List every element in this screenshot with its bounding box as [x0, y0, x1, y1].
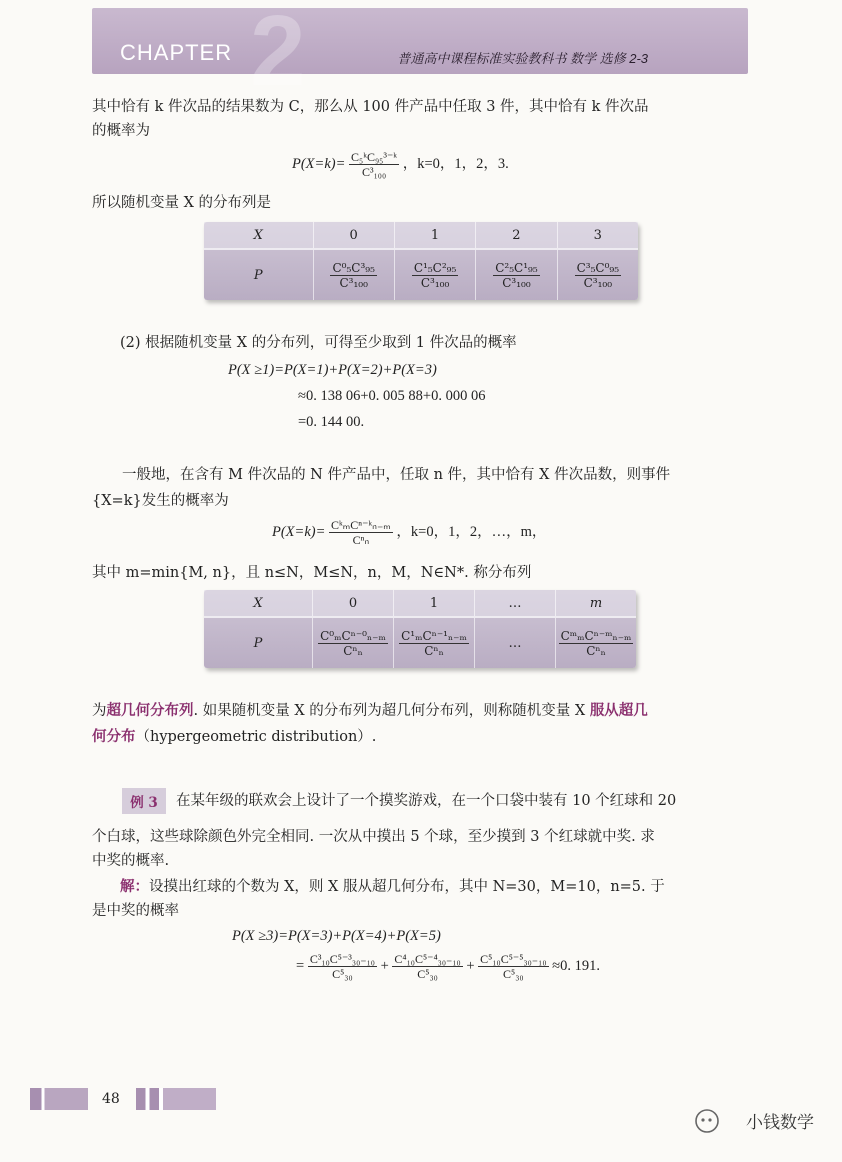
fraction — [559, 629, 634, 658]
solution-line-1 — [120, 876, 665, 898]
equation-4b: = $\frac{\text{C³₁₀C⁵⁻³₃₀₋₁₀}}{\text{C⁵₃₀}}$ + $\frac{\text{C⁴₁₀C⁵⁻⁴₃₀₋₁₀}}{\text{C⁵₃₀}}$ + $\frac{\text{C⁵₁₀C⁵⁻⁵₃₀₋₁₀}}{\text{C⁵₃₀}}$ ≈0. 191. — [296, 952, 600, 981]
equation-3 — [272, 518, 546, 547]
text-line-1 — [92, 96, 649, 118]
fraction — [330, 261, 376, 290]
fraction — [349, 150, 399, 179]
distribution-table-2 — [204, 590, 636, 668]
frac-den: Cⁿₙ — [343, 643, 363, 658]
text-line-8 — [92, 700, 648, 722]
table-cell — [394, 250, 475, 300]
frac-num: C²₅C¹₉₅ — [495, 260, 538, 275]
equation-2c: =0. 144 00. — [298, 414, 365, 430]
eq-rhs: ，k=0，1，2，3. — [402, 155, 509, 172]
frac-num: CᵏₘCⁿ⁻ᵏₙ₋ₘ — [331, 518, 391, 532]
table-header-row — [204, 590, 636, 616]
page-number: 48 — [102, 1091, 120, 1107]
fraction — [478, 952, 548, 981]
table-row — [204, 618, 636, 668]
text-line-5: 一般地，在含有 M 件次品的 N 件产品中，任取 n 件，其中恰有 X 件次品数，则事件 — [122, 467, 671, 483]
frac-num: CᵐₘCⁿ⁻ᵐₙ₋ₘ — [560, 628, 632, 643]
eq-text: ≈0. 191. — [552, 957, 600, 974]
watermark: 小钱数学 — [746, 1113, 814, 1133]
table-row — [204, 250, 638, 300]
fraction — [399, 629, 469, 658]
frac-num: C¹ₘCⁿ⁻¹ₙ₋ₘ — [401, 628, 467, 643]
frac-den: C⁵₃₀ — [417, 967, 438, 981]
frac-den: C³₁₀₀ — [339, 275, 368, 290]
frac-den: C⁵₃₀ — [503, 967, 524, 981]
table-cell: … — [474, 618, 555, 668]
table-header-row — [204, 222, 638, 248]
term-hypergeometric-list: 超几何分布列 — [106, 702, 194, 719]
term-hypergeometric: 何分布 — [92, 728, 136, 745]
frac-num: C⁰₅C³₉₅ — [332, 260, 375, 275]
text-span: 其中恰有 k 件次品的结果数为 C — [92, 99, 300, 115]
text-span: 设摸出红球的个数为 X，则 X 服从超几何分布，其中 N=30，M=10，n=5. 于 — [149, 879, 665, 895]
eq-rhs: ，k=0，1，2，…，m， — [396, 523, 547, 540]
table-cell — [393, 618, 474, 668]
table-cell — [312, 618, 393, 668]
fraction — [392, 952, 462, 981]
text-span: （hypergeometric distribution）. — [135, 729, 377, 745]
table-cell: X — [253, 227, 263, 243]
footer-bar-right — [136, 1088, 216, 1110]
example-badge: 例 3 — [122, 788, 166, 814]
table-cell: 2 — [475, 222, 556, 248]
table-cell — [557, 250, 638, 300]
table-cell: 3 — [557, 222, 638, 248]
table-cell — [555, 618, 636, 668]
frac-den: C⁵₃₀ — [332, 967, 353, 981]
eq-text: = — [296, 957, 305, 974]
text-span: 为 — [92, 703, 107, 719]
frac-num: C³₁₀C⁵⁻³₃₀₋₁₀ — [309, 952, 375, 966]
frac-num: C³₅C⁰₉₅ — [576, 260, 620, 275]
frac-num: C¹₅C²₉₅ — [413, 260, 457, 275]
text-line-2: 的概率为 — [92, 123, 150, 139]
fraction — [329, 518, 393, 547]
table-cell: P — [253, 267, 263, 283]
fraction — [318, 629, 388, 658]
text-line-6: {X=k}发生的概率为 — [92, 493, 229, 509]
equation-4a: P(X ≥3)=P(X=3)+P(X=4)+P(X=5) — [232, 928, 441, 944]
table-cell: m — [555, 590, 636, 616]
text-span: ，那么从 100 件产品中任取 3 件，其中恰有 k 件次品 — [299, 99, 649, 115]
distribution-table-1 — [204, 222, 638, 300]
table-cell: 1 — [393, 590, 474, 616]
table-cell: … — [474, 590, 555, 616]
text-line-ex2: 个白球，这些球除颜色外完全相同. 一次从中摸出 5 个球，至少摸到 3 个红球就中奖. 求 — [92, 829, 655, 845]
solution-label: 解： — [120, 878, 149, 895]
table-cell: 1 — [394, 222, 475, 248]
text-line-3: 所以随机变量 X 的分布列是 — [92, 195, 272, 211]
chapter-number: 2 — [250, 0, 306, 107]
wechat-icon — [694, 1108, 720, 1134]
frac-den: C³₁₀₀ — [502, 275, 531, 290]
fraction — [412, 261, 458, 290]
equation-1 — [292, 150, 509, 179]
eq-lhs: P(X=k)= — [292, 155, 346, 172]
text-line-4: (2) 根据随机变量 X 的分布列，可得至少取到 1 件次品的概率 — [120, 335, 517, 351]
table-cell — [475, 250, 556, 300]
table-cell — [313, 250, 394, 300]
frac-den: Cⁿₙ — [586, 643, 606, 658]
frac-den: C³₁₀₀ — [583, 275, 613, 290]
fraction — [308, 952, 377, 981]
text-line-7: 其中 m=min{M, n}，且 n≤N，M≤N，n，M，N∈N*. 称分布列 — [92, 565, 532, 581]
table-cell: P — [253, 635, 263, 651]
fraction — [575, 261, 621, 290]
frac-num: C⁴₁₀C⁵⁻⁴₃₀₋₁₀ — [394, 952, 461, 966]
text-line-9 — [92, 726, 376, 748]
term-follows: 服从超几 — [589, 702, 648, 719]
table-cell: 0 — [313, 222, 394, 248]
frac-num: C⁵₁₀C⁵⁻⁵₃₀₋₁₀ — [480, 952, 547, 966]
frac-num: C₅ᵏC₉₅³⁻ᵏ — [351, 150, 398, 164]
fraction — [493, 261, 539, 290]
equation-2b: ≈0. 138 06+0. 005 88+0. 000 06 — [298, 388, 486, 404]
chapter-label: CHAPTER — [120, 40, 233, 65]
frac-den: C³₁₀₀ — [361, 165, 387, 179]
frac-den: C³₁₀₀ — [420, 275, 450, 290]
text-span: . 如果随机变量 X 的分布列为超几何分布列，则称随机变量 X — [193, 703, 590, 719]
frac-num: C⁰ₘCⁿ⁻⁰ₙ₋ₘ — [320, 628, 386, 643]
table-cell: X — [253, 595, 263, 611]
text-line-ex3: 中奖的概率. — [92, 853, 170, 869]
eq-lhs: P(X=k)= — [272, 523, 326, 540]
book-title: 普通高中课程标准实验教科书 数学 选修 2-3 — [397, 51, 648, 66]
frac-den: Cⁿₙ — [424, 643, 444, 658]
text-line-ex1: 在某年级的联欢会上设计了一个摸奖游戏，在一个口袋中装有 10 个红球和 20 — [176, 793, 677, 809]
equation-2a: P(X ≥1)=P(X=1)+P(X=2)+P(X=3) — [228, 362, 437, 378]
table-cell: 0 — [312, 590, 393, 616]
footer-bar-left — [30, 1088, 88, 1110]
solution-line-2: 是中奖的概率 — [92, 903, 179, 919]
frac-den: Cⁿₙ — [352, 533, 370, 547]
